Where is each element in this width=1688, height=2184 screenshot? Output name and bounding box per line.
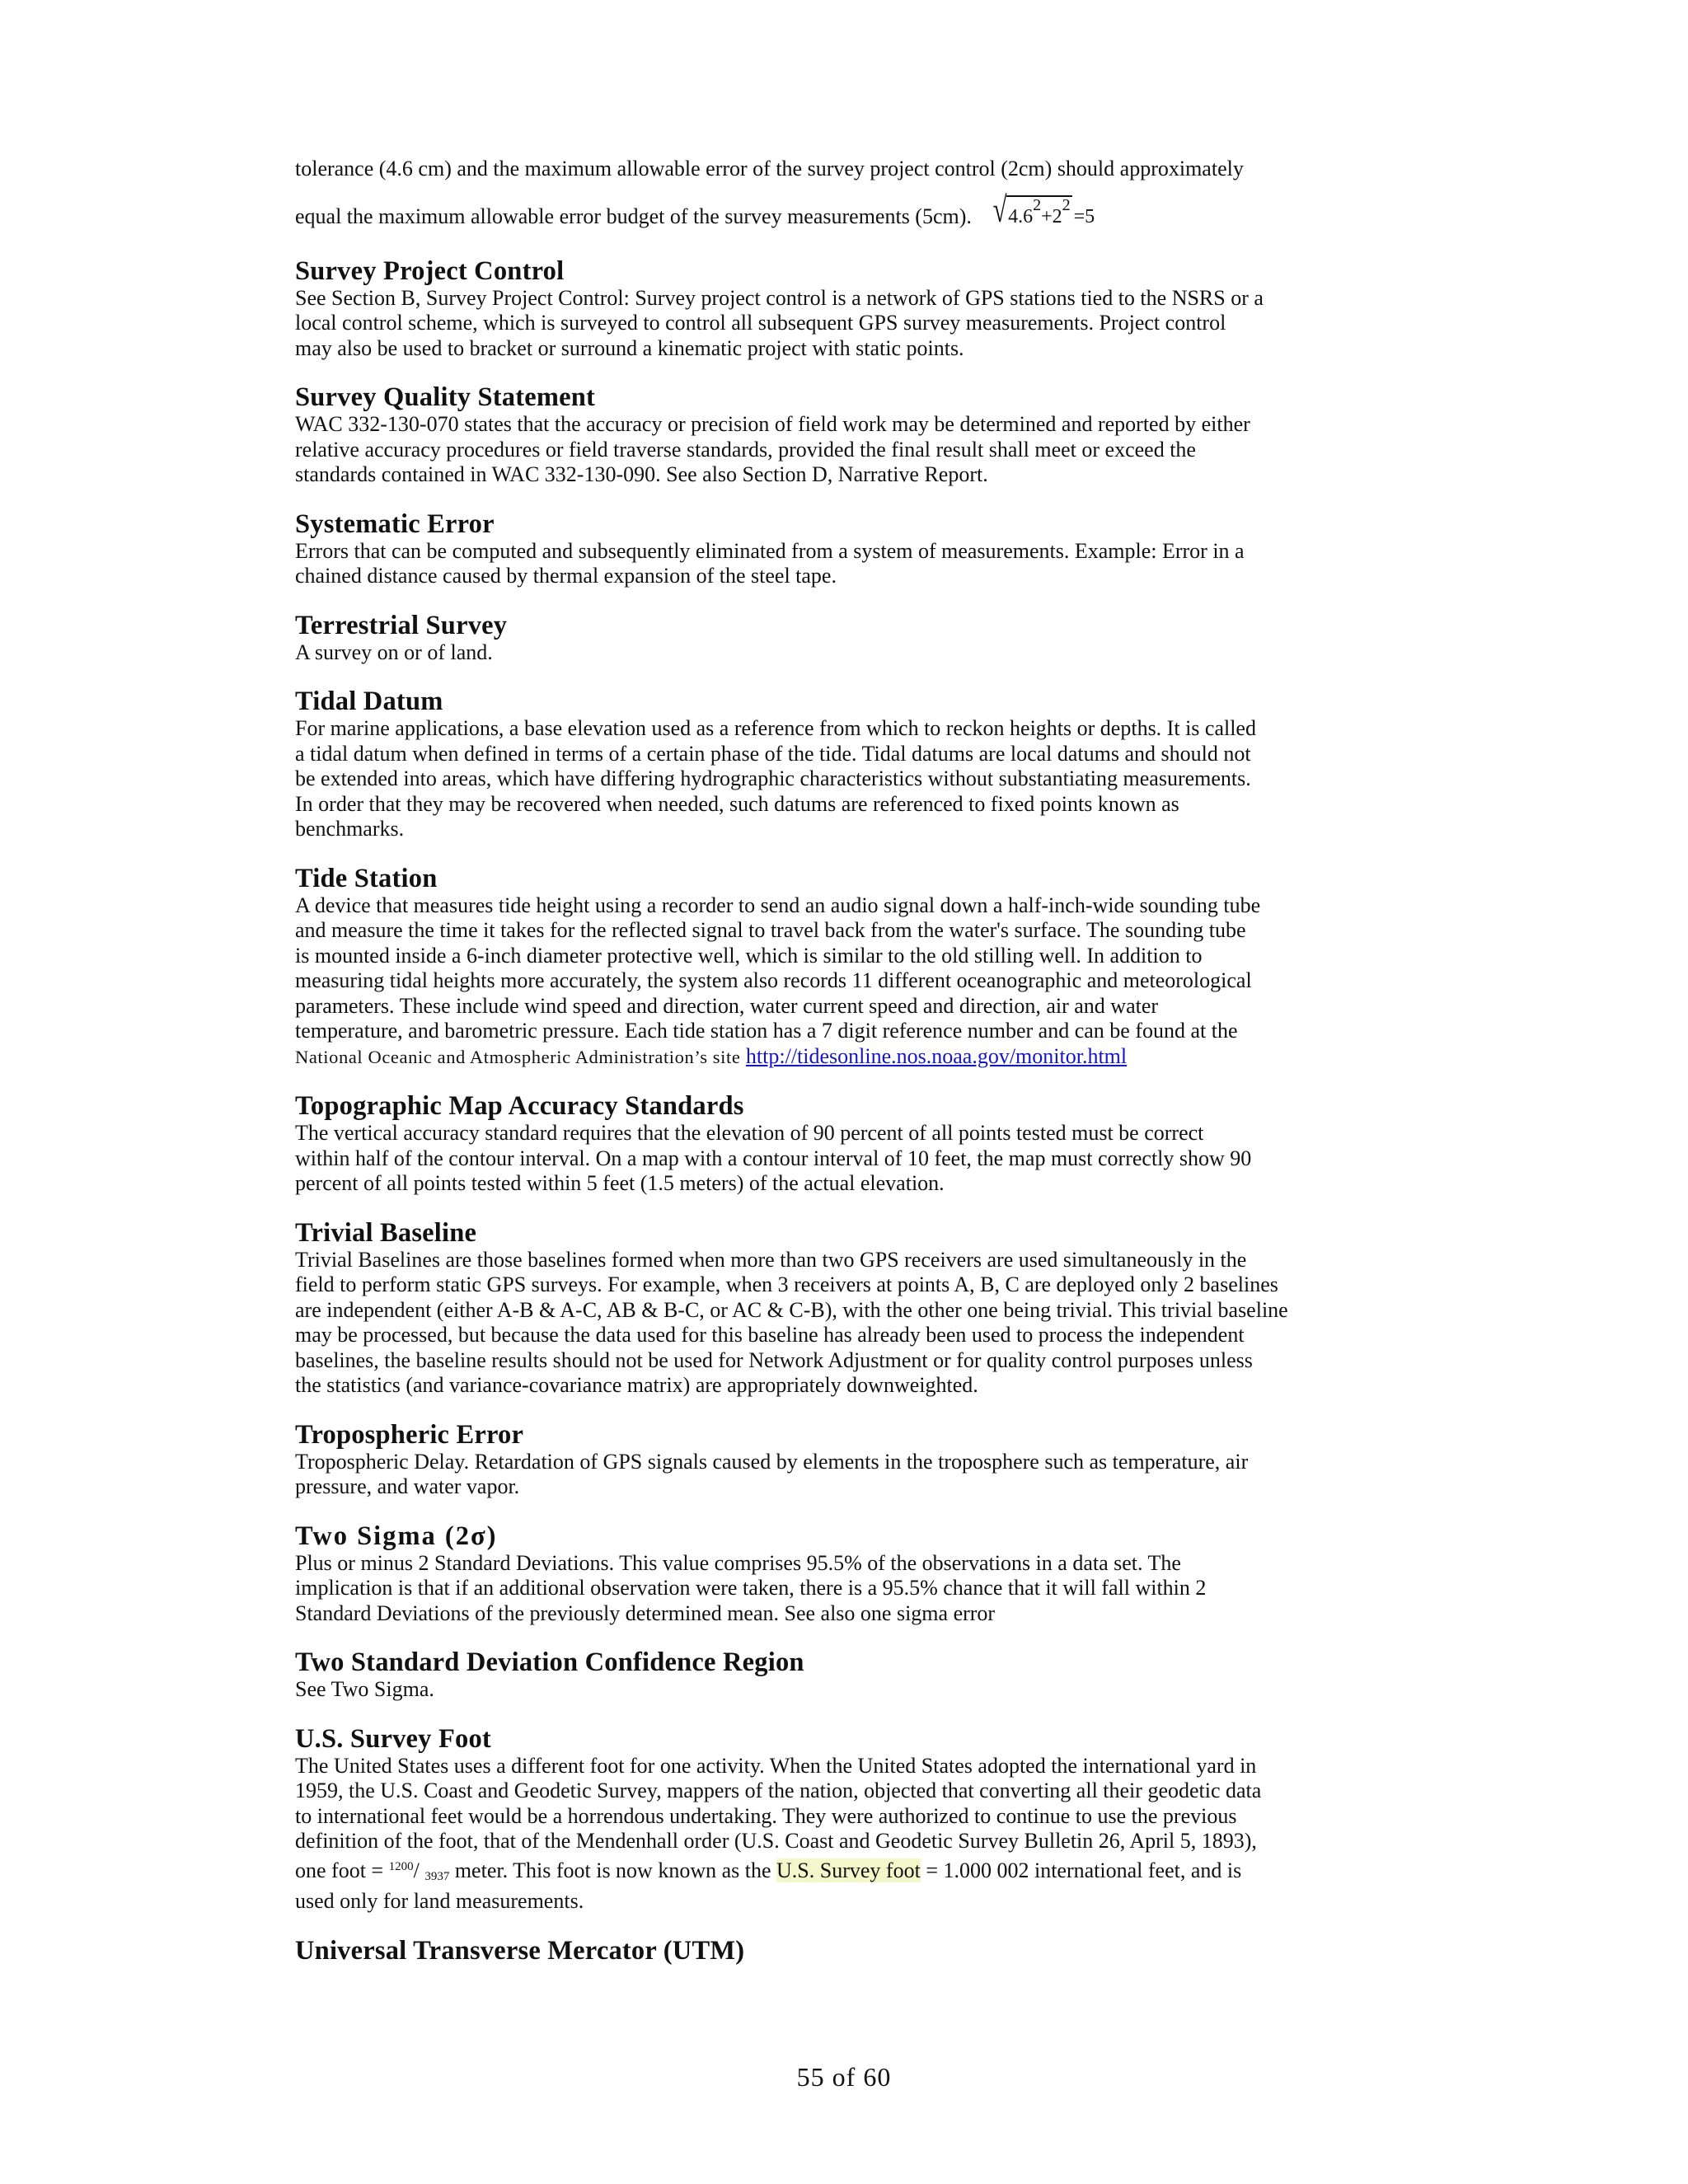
entry-text-line: the statistics (and variance-covariance matrix) are appropriately downweighted. bbox=[295, 1373, 978, 1397]
fraction-denominator: 3937 bbox=[424, 1869, 450, 1883]
formula-result: =5 bbox=[1073, 205, 1095, 227]
agency-site-text: National Oceanic and Atmospheric Administration’s site bbox=[295, 1046, 741, 1067]
glossary-entry-utm bbox=[295, 1936, 1383, 1966]
entry-text-line: Trivial Baselines are those baselines formed when more than two GPS receivers are used simultaneously in the bbox=[295, 1247, 1247, 1272]
entry-text-line: a tidal datum when defined in terms of a certain phase of the tide. Tidal datums are local datums and should not bbox=[295, 741, 1251, 766]
entry-text-line: temperature, and barometric pressure. Each tide station has a 7 digit reference number and can be found at the bbox=[295, 1019, 1238, 1043]
entry-text-line: pressure, and water vapor. bbox=[295, 1474, 520, 1498]
entry-text-line: See Section B, Survey Project Control: Survey project control is a network of GPS stations tied to the NSRS or a bbox=[295, 285, 1264, 310]
entry-text-line: For marine applications, a base elevation used as a reference from which to reckon heights or depths. It is called bbox=[295, 716, 1256, 740]
error-budget-formula bbox=[990, 189, 1095, 230]
survey-foot-definition-line: one foot = $^{1200}$/ 3937 meter. This foot is now known as the U.S. Survey foot = 1.000 002 international feet, and is bbox=[295, 1858, 1242, 1883]
formula-radicand: $4.6^2+2^2$ bbox=[1008, 195, 1071, 227]
entry-text-line: In order that they may be recovered when needed, such datums are referenced to fixed points known as bbox=[295, 791, 1179, 816]
glossary-entry-survey-project-control bbox=[295, 256, 1383, 362]
entry-text-line: Plus or minus 2 Standard Deviations. This value comprises 95.5% of the observations in a data set. The bbox=[295, 1550, 1181, 1575]
fraction-slash: / bbox=[413, 1858, 420, 1882]
glossary-entry-tide-station bbox=[295, 864, 1383, 1071]
entry-title: Tide Station bbox=[295, 863, 438, 893]
intro-line-2: equal the maximum allowable error budget of the survey measurements (5cm). bbox=[295, 204, 972, 228]
entry-text-line: to international feet would be a horrendous undertaking. They were authorized to continue to use the previous bbox=[295, 1803, 1237, 1828]
square-root-symbol: √ bbox=[992, 189, 1007, 230]
glossary-entry-tidal-datum bbox=[295, 687, 1383, 842]
entry-text-line: The United States uses a different foot for one activity. When the United States adopted the international yard in bbox=[295, 1753, 1257, 1778]
entry-text-line: relative accuracy procedures or field traverse standards, provided the final result shall meet or exceed the bbox=[295, 437, 1196, 462]
entry-text-line: standards contained in WAC 332-130-090. See also Section D, Narrative Report. bbox=[295, 462, 988, 486]
highlighted-term: U.S. Survey foot bbox=[776, 1858, 921, 1882]
entry-title: Two Standard Deviation Confidence Region bbox=[295, 1647, 804, 1677]
entry-text-line: definition of the foot, that of the Mendenhall order (U.S. Coast and Geodetic Survey Bulletin 26, April 5, 1893), bbox=[295, 1829, 1257, 1853]
entry-title: Systematic Error bbox=[295, 509, 495, 539]
entry-title: Survey Quality Statement bbox=[295, 382, 596, 412]
entry-text-line: percent of all points tested within 5 feet (1.5 meters) of the actual elevation. bbox=[295, 1171, 945, 1195]
entry-text-line: be extended into areas, which have differing hydrographic characteristics without substantiating measurements. bbox=[295, 766, 1251, 790]
entry-text-line: See Two Sigma. bbox=[295, 1677, 434, 1701]
entry-title: Universal Transverse Mercator (UTM) bbox=[295, 1935, 745, 1966]
entry-text-line: 1959, the U.S. Coast and Geodetic Survey, mappers of the nation, objected that converting all their geodetic data bbox=[295, 1779, 1262, 1802]
entry-text-line: are independent (either A-B & A-C, AB & B-C, or AC & C-B), with the other one being trivial. This trivial baseline bbox=[295, 1297, 1288, 1322]
glossary-entry-systematic-error bbox=[295, 509, 1383, 589]
page-number: 55 of 60 bbox=[796, 2062, 892, 2092]
entry-text-line: local control scheme, which is surveyed to control all subsequent GPS survey measurements. Project control bbox=[295, 311, 1226, 335]
entry-text-line: benchmarks. bbox=[295, 817, 405, 841]
entry-title: U.S. Survey Foot bbox=[295, 1723, 491, 1754]
entry-title: Survey Project Control bbox=[295, 255, 565, 286]
entry-text-line: A survey on or of land. bbox=[295, 640, 493, 664]
entry-text-line: measuring tidal heights more accurately, the system also records 11 different oceanographic and meteorological bbox=[295, 968, 1252, 992]
entry-title: Two Sigma (2σ) bbox=[295, 1521, 498, 1551]
glossary-entry-trivial-baseline bbox=[295, 1218, 1383, 1399]
entry-text-line: is mounted inside a 6-inch diameter protective well, which is similar to the old stilling well. In addition to bbox=[295, 943, 1203, 968]
entry-text-line: Tropospheric Delay. Retardation of GPS signals caused by elements in the troposphere such as temperature, air bbox=[295, 1449, 1249, 1474]
glossary-entry-tropospheric-error bbox=[295, 1420, 1383, 1500]
entry-text-line: Errors that can be computed and subsequently eliminated from a system of measurements. Example: Error in a bbox=[295, 538, 1245, 563]
entry-title: Topographic Map Accuracy Standards bbox=[295, 1091, 744, 1121]
entry-title: Terrestrial Survey bbox=[295, 610, 508, 640]
entry-text-line: implication is that if an additional observation were taken, there is a 95.5% chance that it will fall within 2 bbox=[295, 1576, 1207, 1600]
fraction-numerator: 1200 bbox=[388, 1859, 414, 1873]
glossary-entry-two-sigma bbox=[295, 1521, 1383, 1627]
intro-line-1: tolerance (4.6 cm) and the maximum allowable error of the survey project control (2cm) should approximately bbox=[295, 157, 1244, 180]
entry-text-line: Standard Deviations of the previously determined mean. See also one sigma error bbox=[295, 1601, 996, 1625]
entry-text-line: may also be used to bracket or surround a kinematic project with static points. bbox=[295, 335, 964, 360]
entry-text-line: field to perform static GPS surveys. For example, when 3 receivers at points A, B, C are deployed only 2 baselines bbox=[295, 1272, 1278, 1296]
entry-text-line: parameters. These include wind speed and direction, water current speed and direction, air and water bbox=[295, 993, 1159, 1018]
entry-text-line: A device that measures tide height using a recorder to send an audio signal down a half-inch-wide sounding tube bbox=[295, 893, 1261, 917]
glossary-entry-topographic-map-accuracy-standards bbox=[295, 1091, 1383, 1197]
glossary-entry-two-standard-deviation-confidence-region bbox=[295, 1647, 1383, 1703]
entry-text-line: within half of the contour interval. On a map with a contour interval of 10 feet, the map must correctly show 90 bbox=[295, 1146, 1252, 1170]
entry-text-line: The vertical accuracy standard requires that the elevation of 90 percent of all points tested must be correct bbox=[295, 1121, 1204, 1145]
glossary-entry-terrestrial-survey bbox=[295, 611, 1383, 666]
glossary-entry-us-survey-foot bbox=[295, 1724, 1383, 1915]
intro-line-2-row bbox=[295, 189, 1383, 230]
entry-title: Tidal Datum bbox=[295, 687, 443, 716]
tidesonline-link[interactable]: http://tidesonline.nos.noaa.gov/monitor.html bbox=[745, 1043, 1128, 1068]
entry-text-line: chained distance caused by thermal expansion of the steel tape. bbox=[295, 564, 837, 588]
entry-text-line: WAC 332-130-070 states that the accuracy or precision of field work may be determined and reported by either bbox=[295, 412, 1250, 436]
entry-text-line: used only for land measurements. bbox=[295, 1889, 584, 1913]
entry-text-line-with-link bbox=[295, 1044, 1383, 1071]
entry-title: Tropospheric Error bbox=[295, 1419, 524, 1450]
entry-text-line: baselines, the baseline results should not be used for Network Adjustment or for quality control purposes unless bbox=[295, 1347, 1253, 1372]
entry-text-line: may be processed, but because the data used for this baseline has already been used to process the independent bbox=[295, 1323, 1245, 1347]
glossary-entry-survey-quality-statement bbox=[295, 382, 1383, 488]
entry-title: Trivial Baseline bbox=[295, 1217, 477, 1248]
document-page bbox=[295, 157, 1383, 1966]
entry-text-line: and measure the time it takes for the reflected signal to travel back from the water's surface. The sounding tube bbox=[295, 918, 1246, 942]
